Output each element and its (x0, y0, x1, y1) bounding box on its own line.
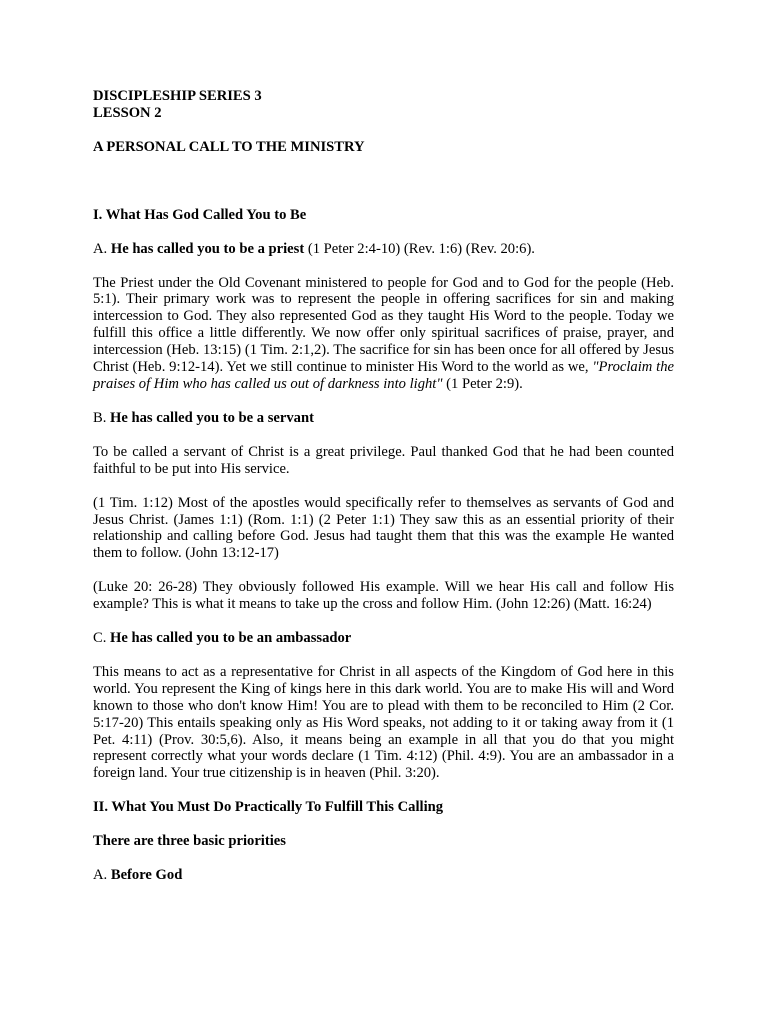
section-2-heading: II. What You Must Do Practically To Fulfill This Calling (93, 799, 444, 816)
point-title: Before God (110, 867, 183, 884)
point-a-priest (93, 241, 674, 258)
servant-paragraph-3: (Luke 20: 26-28) They obviously followed His example. Will we hear His call and follow His example? This is what it means to take up the cross and follow Him. (John 12:26) (Matt. 16:24) (93, 579, 674, 613)
section-1-heading: I. What Has God Called You to Be (93, 206, 307, 223)
ambassador-paragraph: This means to act as a representative for Christ in all aspects of the Kingdom of God here in this world. You represent the King of kings here in this dark world. You are to make His will and Word known to those who don't know Him! You are to plead with them to be reconciled to Him (2 Cor. 5:17-20) This entails speaking only as His Word speaks, not adding to it or taking away from it (1 Pet. 4:11) (Prov. 30:5,6). Also, it means being an example in all that you do that you might represent correctly what your words declare (1 Tim. 4:12) (Phil. 4:9). You are an ambassador in a foreign land. Your true citizenship is in heaven (Phil. 3:20). (93, 663, 674, 782)
document-page (93, 88, 674, 884)
point-title: He has called you to be an ambassador (110, 630, 352, 647)
servant-paragraph-2: (1 Tim. 1:12) Most of the apostles would specifically refer to themselves as servants of God and Jesus Christ. (James 1:1) (Rom. 1:1) (2 Peter 1:1) They saw this as an essential priority of their relationship and calling before God. Jesus had taught them that this was the example He wanted them to follow. (John 13:12-17) (93, 494, 674, 562)
point-b-servant (93, 410, 674, 427)
point-a-before-god (93, 867, 674, 884)
section-2-subheading: There are three basic priorities (93, 833, 286, 850)
point-letter: B. (93, 409, 111, 426)
lesson-title: A PERSONAL CALL TO THE MINISTRY (93, 138, 365, 155)
point-title: He has called you to be a servant (110, 409, 314, 426)
point-refs: (1 Peter 2:4-10) (Rev. 1:6) (Rev. 20:6). (304, 240, 535, 257)
series-title: DISCIPLESHIP SERIES 3 (93, 88, 262, 104)
lesson-number: LESSON 2 (93, 104, 162, 121)
point-letter: A. (93, 240, 111, 257)
servant-paragraph-1: To be called a servant of Christ is a great privilege. Paul thanked God that he had been counted faithful to be put into His service. (93, 443, 674, 477)
scripture-quote: "Proclaim the praises of Him who has called us out of darkness into light" (93, 359, 674, 392)
point-letter: A. (93, 867, 111, 884)
point-letter: C. (93, 630, 111, 647)
point-c-ambassador (93, 630, 674, 647)
priest-paragraph: The Priest under the Old Covenant ministered to people for God and to God for the people (Heb. 5:1). Their primary work was to represent the people in offering sacrifices for sin and making intercession to God. They also represented God as they taught His Word to the people. Today we fulfill this office a little differently. We now offer only spiritual sacrifices of praise, prayer, and intercession (Heb. 13:15) (1 Tim. 2:1,2). The sacrifice for sin has been once for all offered by Jesus Christ (Heb. 9:12-14). Yet we still continue to minister His Word to the world as we, "Proclaim the praises of Him who has called us out of darkness into light" (1 Peter 2:9). (93, 274, 674, 392)
point-title: He has called you to be a priest (110, 240, 305, 257)
